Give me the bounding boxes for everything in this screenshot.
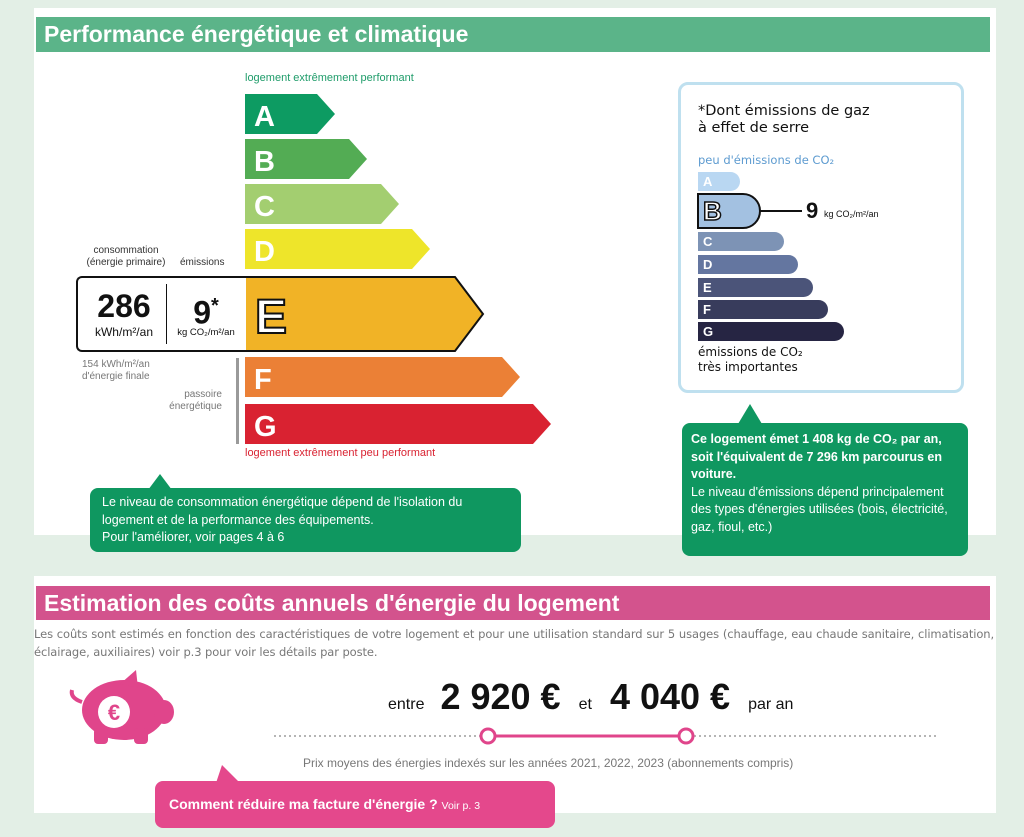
passoire-label: passoire énergétique bbox=[169, 389, 222, 412]
ges-top-caption: peu d'émissions de CO₂ bbox=[698, 153, 835, 167]
ges-unit: kg CO₂/m²/an bbox=[824, 209, 879, 219]
emissions-value bbox=[170, 288, 242, 331]
and-label: et bbox=[578, 696, 592, 713]
reduce-bill-callout[interactable] bbox=[155, 781, 555, 828]
consumption-header: consommation (énergie primaire) bbox=[86, 245, 166, 268]
ges-letter-g: G bbox=[703, 324, 714, 339]
ges-bar-g bbox=[698, 322, 844, 341]
ges-bar-d bbox=[698, 255, 798, 274]
consumption-value: 286 bbox=[97, 288, 151, 324]
cost-range-line bbox=[272, 726, 940, 746]
ges-bar-f bbox=[698, 300, 828, 319]
energy-callout: Le niveau de consommation énergétique dépend de l'isolation du logement et de la performance des équipements. Pour l'améliorer, voir pages 4 à 6 bbox=[90, 488, 521, 552]
ges-callout-text: Le niveau d'émissions dépend principalement des types d'énergies utilisées (bois, électricité, gaz, fioul, etc.) bbox=[691, 484, 948, 534]
ges-letter-a: A bbox=[703, 174, 713, 189]
emissions-number: 9 bbox=[193, 294, 211, 331]
emissions-unit: kg CO₂/m²/an bbox=[177, 327, 235, 338]
dpe-letter-b: B bbox=[254, 146, 275, 178]
dpe-arrow-f bbox=[245, 357, 520, 397]
ges-bottom-caption: émissions de CO₂ très importantes bbox=[698, 345, 803, 374]
ges-letter-c: C bbox=[703, 234, 713, 249]
low-cost-value: 2 920 € bbox=[440, 676, 561, 717]
ges-letter-e: E bbox=[703, 280, 712, 295]
consumption-divider bbox=[166, 284, 167, 344]
ges-letter-b: B bbox=[703, 196, 722, 226]
ges-callout-pointer bbox=[738, 402, 762, 424]
ges-letter-d: D bbox=[703, 257, 713, 272]
ges-value: 9 bbox=[806, 198, 819, 223]
consumption-unit: kWh/m²/an bbox=[94, 325, 153, 339]
dpe-letter-a: A bbox=[254, 101, 275, 133]
scale-top-caption: logement extrêmement performant bbox=[245, 72, 414, 84]
ges-callout bbox=[682, 423, 968, 556]
final-energy-note: 154 kWh/m²/an d'énergie finale bbox=[82, 359, 150, 382]
per-year-label: par an bbox=[748, 696, 794, 713]
ges-title: *Dont émissions de gaz à effet de serre bbox=[698, 103, 870, 136]
energy-section-title: Performance énergétique et climatique bbox=[36, 17, 990, 52]
piggy-bank-euro-icon bbox=[64, 668, 182, 748]
emissions-header: émissions bbox=[180, 257, 225, 268]
cost-section-title: Estimation des coûts annuels d'énergie du logement bbox=[36, 586, 990, 620]
scale-bottom-caption: logement extrêmement peu performant bbox=[245, 447, 436, 459]
ges-bar-e bbox=[698, 278, 813, 297]
dpe-scale bbox=[0, 0, 600, 470]
ges-scale bbox=[690, 168, 910, 348]
svg-text:€: € bbox=[107, 700, 121, 725]
dpe-letter-e: E bbox=[255, 291, 288, 344]
dpe-letter-c: C bbox=[254, 191, 275, 223]
reduce-bill-text: Comment réduire ma facture d'énergie ? bbox=[169, 796, 438, 812]
high-cost-value: 4 040 € bbox=[609, 676, 731, 717]
ges-letter-f: F bbox=[703, 302, 711, 317]
dpe-letter-f: F bbox=[254, 364, 272, 396]
between-label: entre bbox=[388, 696, 425, 713]
emissions-star: * bbox=[211, 295, 219, 317]
dpe-letter-d: D bbox=[254, 236, 275, 268]
cost-range bbox=[388, 676, 793, 720]
ges-callout-bold: Ce logement émet 1 408 kg de CO₂ par an, soit l'équivalent de 7 296 km parcourus en voiture. bbox=[691, 432, 942, 481]
reduce-bill-link[interactable]: Voir p. 3 bbox=[441, 800, 481, 812]
dpe-arrow-g bbox=[245, 404, 551, 444]
cost-description: Les coûts sont estimés en fonction des caractéristiques de votre logement et pour une utilisation standard sur 5 usages (chauffage, eau chaude sanitaire, climatisation, éclairage, auxiliaires) voir p.3 pour voir les détails par poste. bbox=[34, 627, 994, 659]
price-note: Prix moyens des énergies indexés sur les années 2021, 2022, 2023 (abonnements compris) bbox=[303, 756, 794, 770]
dpe-letter-g: G bbox=[254, 411, 277, 443]
